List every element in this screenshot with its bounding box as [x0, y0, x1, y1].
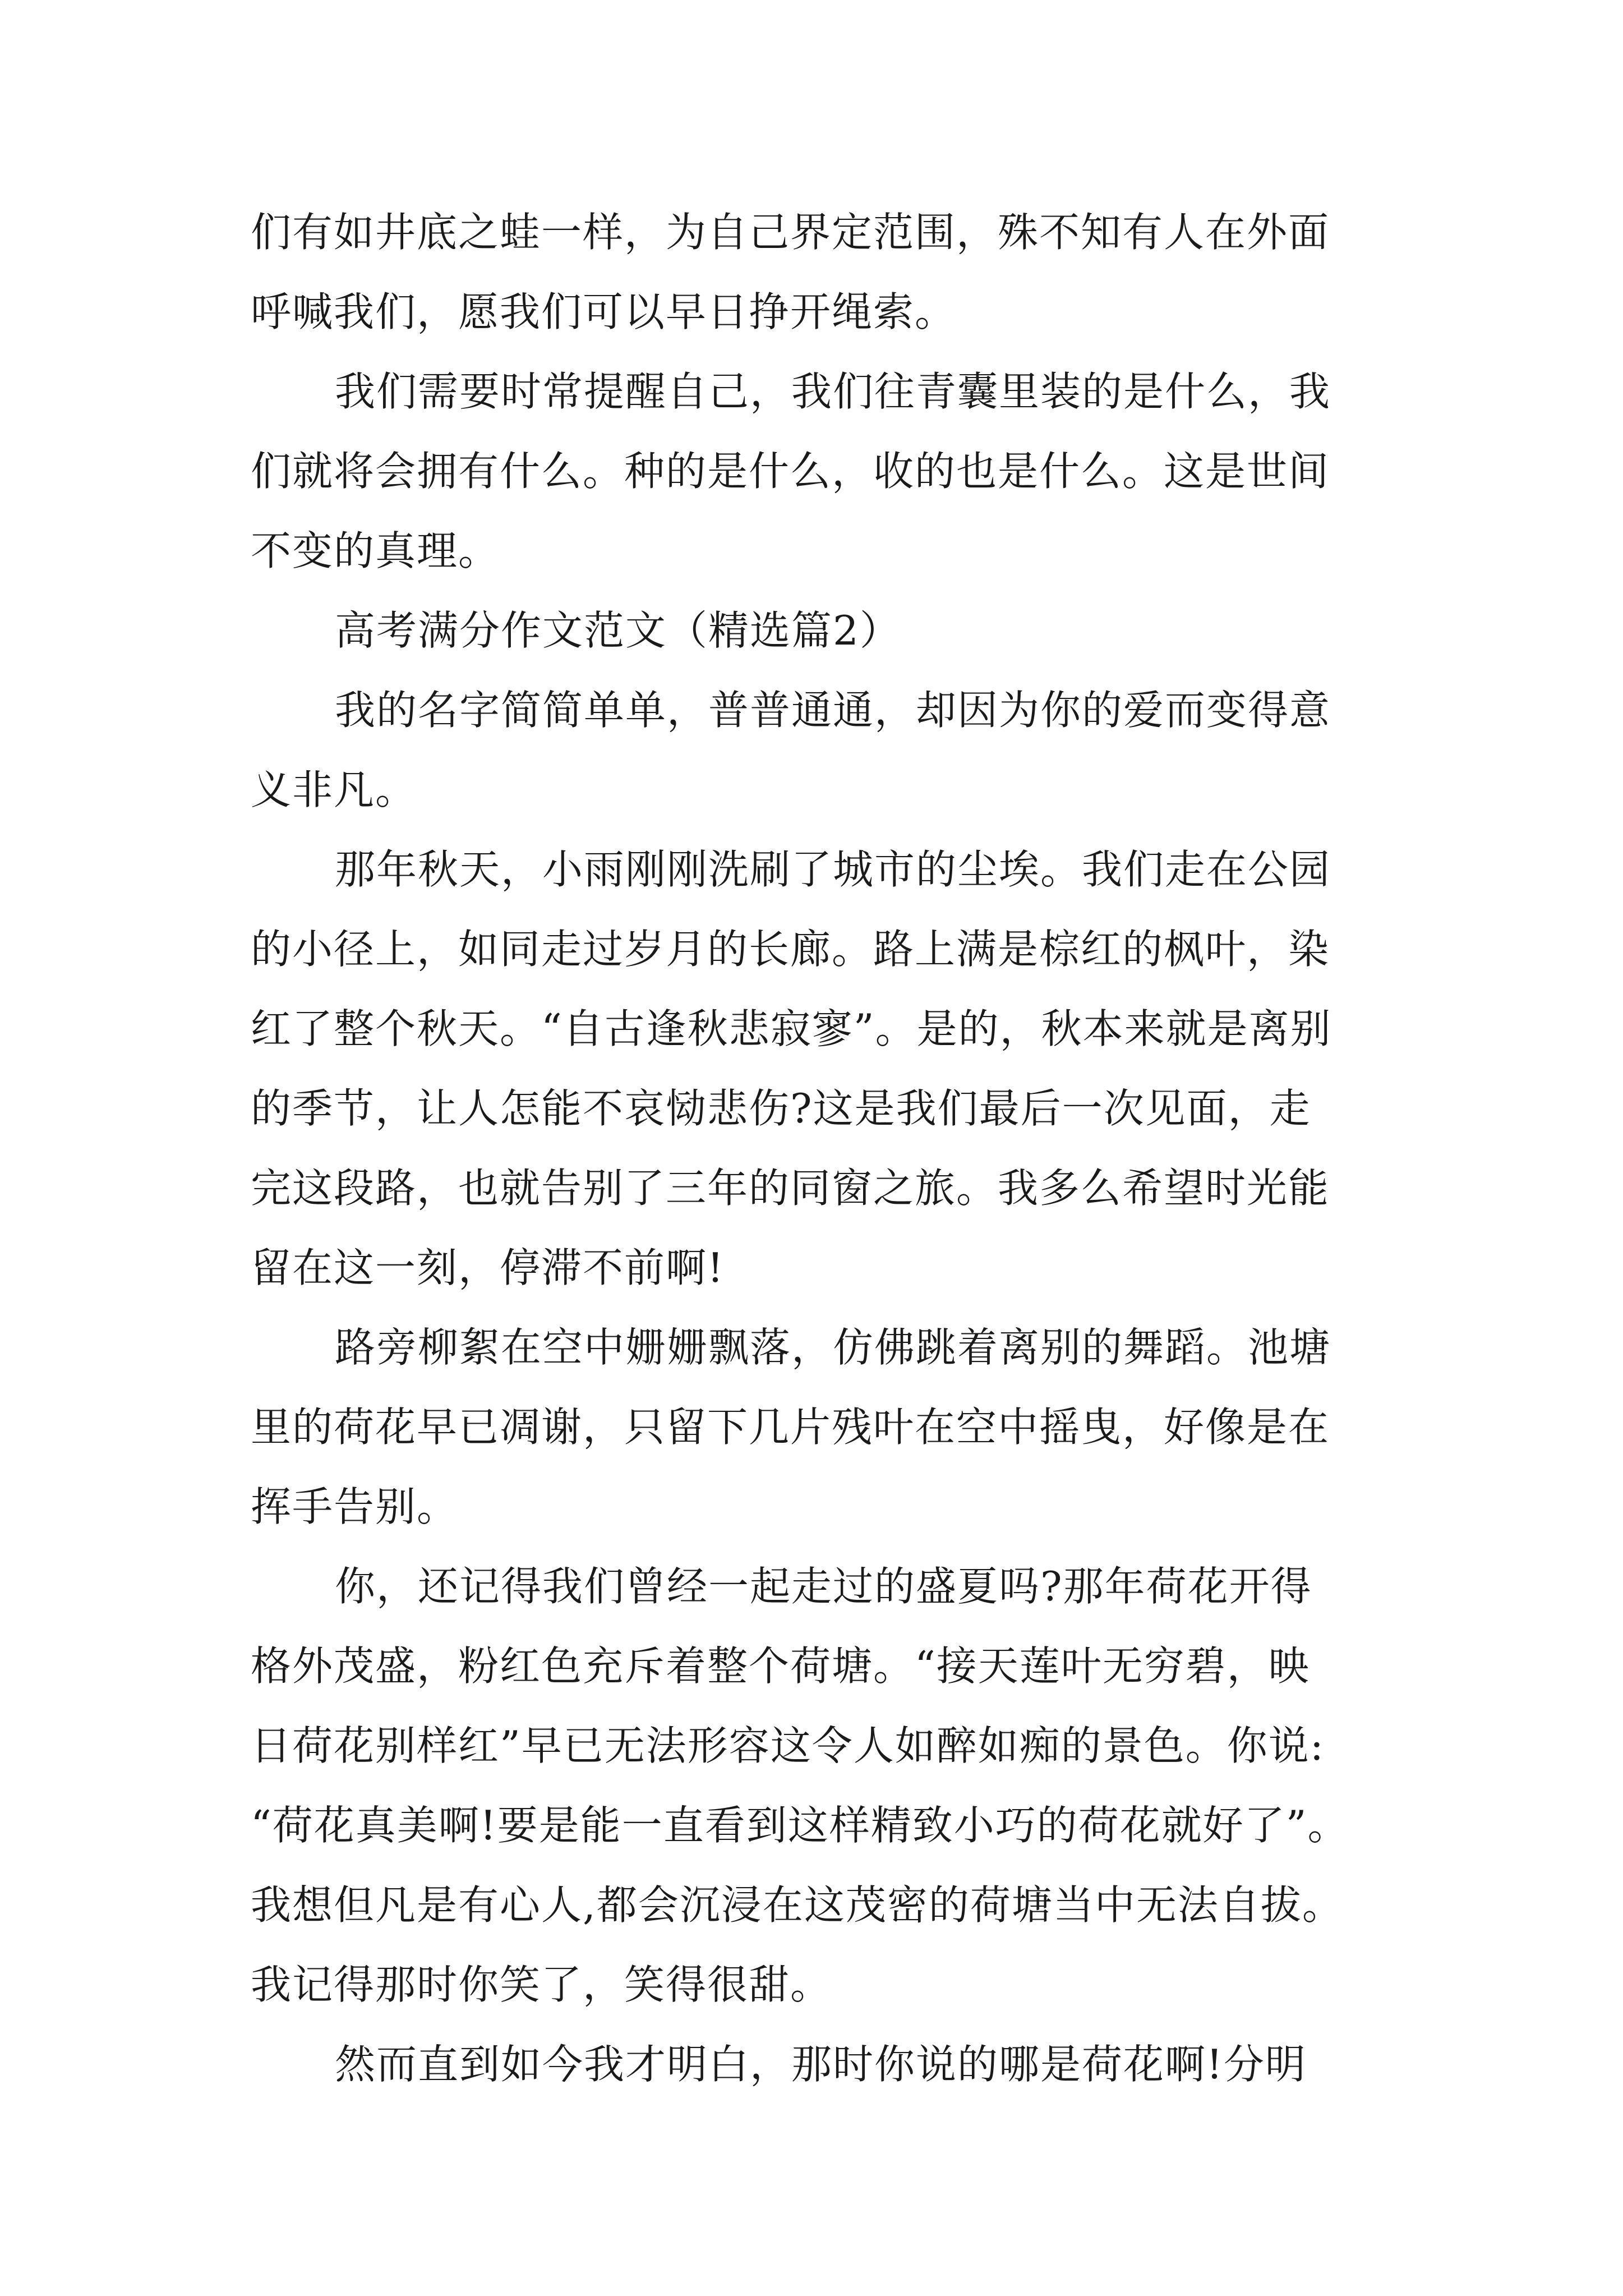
text-line: 挥手告别。: [251, 1483, 459, 1530]
text-line: 你，还记得我们曾经一起走过的盛夏吗?那年荷花开得: [335, 1563, 1312, 1610]
text-line: 的小径上，如同走过岁月的长廊。路上满是棕红的枫叶，染: [251, 926, 1330, 973]
text-line: 的季节，让人怎能不哀恸悲伤?这是我们最后一次见面，走: [251, 1085, 1311, 1132]
text-line: 义非凡。: [251, 766, 417, 813]
text-line: 我们需要时常提醒自己，我们往青囊里装的是什么，我: [335, 368, 1331, 415]
text-line: 留在这一刻，停滞不前啊!: [251, 1244, 725, 1291]
text-line: 我的名字简简单单，普普通通，却因为你的爱而变得意: [335, 687, 1331, 734]
text-line: 完这段路，也就告别了三年的同窗之旅。我多么希望时光能: [251, 1165, 1330, 1212]
text-line: 然而直到如今我才明白，那时你说的哪是荷花啊!分明: [335, 2041, 1307, 2088]
text-line: 里的荷花早已凋谢，只留下几片残叶在空中摇曳，好像是在: [251, 1404, 1330, 1451]
text-line: 那年秋天，小雨刚刚洗刷了城市的尘埃。我们走在公园: [335, 846, 1331, 893]
text-line: 们有如井底之蛙一样，为自己界定范围，殊不知有人在外面: [251, 209, 1330, 256]
text-line: 路旁柳絮在空中姗姗飘落，仿佛跳着离别的舞蹈。池塘: [335, 1324, 1331, 1371]
essay-body: [251, 192, 1389, 2104]
text-line: “荷花真美啊!要是能一直看到这样精致小巧的荷花就好了”。: [251, 1802, 1349, 1849]
text-line: 们就将会拥有什么。种的是什么，收的也是什么。这是世间: [251, 448, 1330, 495]
text-line: 日荷花别样红”早已无法形容这令人如醉如痴的景色。你说:: [251, 1722, 1325, 1769]
text-line: 格外茂盛，粉红色充斥着整个荷塘。“接天莲叶无穷碧，映: [251, 1642, 1310, 1690]
text-line: 我想但凡是有心人,都会沉浸在这茂密的荷塘当中无法自拔。: [251, 1881, 1344, 1929]
text-line: 呼喊我们，愿我们可以早日挣开绳索。: [251, 288, 957, 335]
text-line: 不变的真理。: [251, 527, 500, 574]
text-line: 我记得那时你笑了，笑得很甜。: [251, 1961, 832, 2008]
text-line: 红了整个秋天。“自古逢秋悲寂寥”。是的，秋本来就是离别: [251, 1005, 1332, 1052]
section-heading: 高考满分作文范文（精选篇2）: [335, 607, 901, 654]
